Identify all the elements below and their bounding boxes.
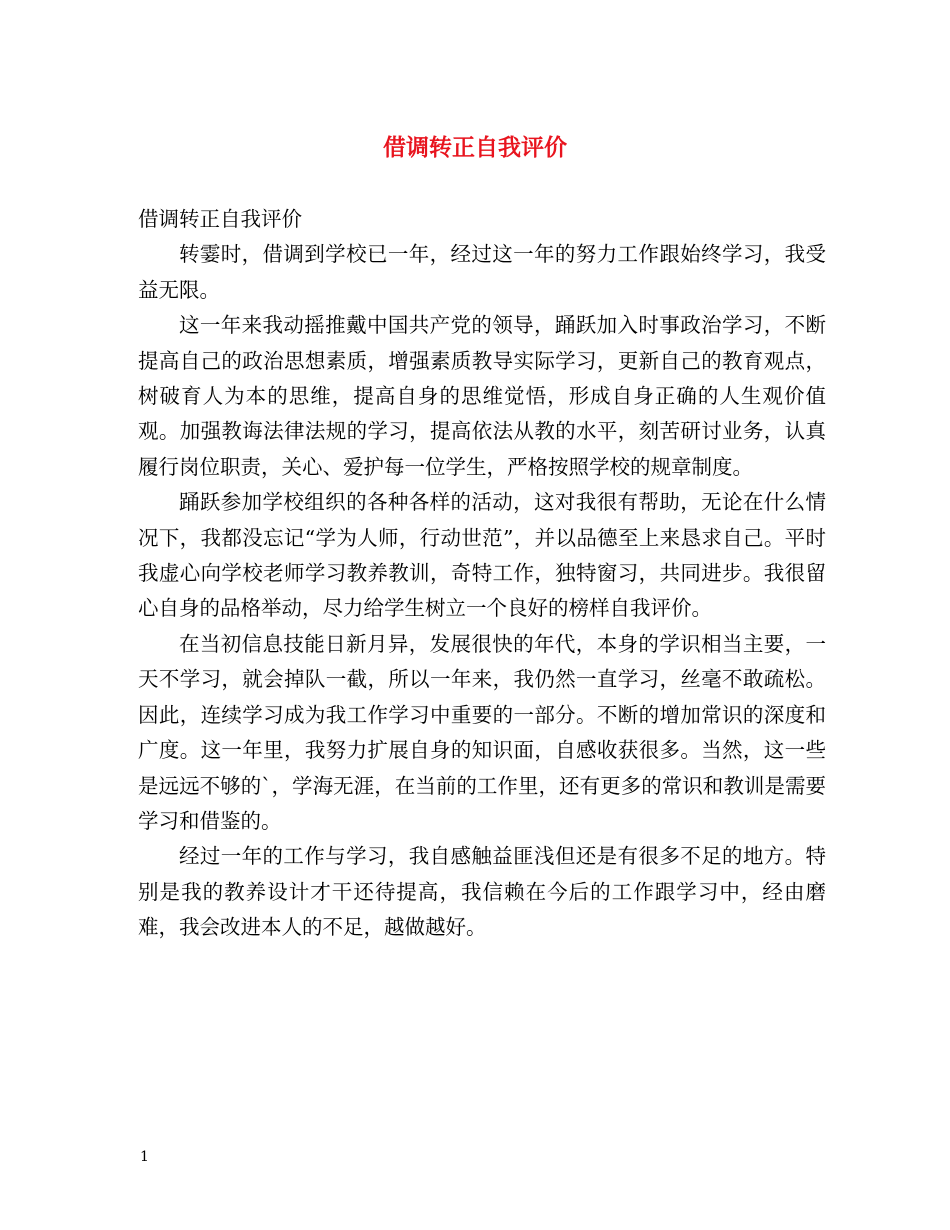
paragraph-4: 在当初信息技能日新月异，发展很快的年代，本身的学识相当主要，一天不学习，就会掉队一截，所以一年来，我仍然一直学习，丝毫不敢疏松。因此，连续学习成为我工作学习中重要的一部分。不断的增加常识的深度和广度。这一年里，我努力扩展自身的知识面，自感收获很多。当然，这一些是远远不够的`，学海无涯，在当前的工作里，还有更多的常识和教训是需要学习和借鉴的。 bbox=[138, 631, 826, 833]
page-number: 1 bbox=[140, 1149, 149, 1165]
paragraph-2: 这一年来我动摇推戴中国共产党的领导，踊跃加入时事政治学习，不断提高自己的政治思想素质，增强素质教导实际学习，更新自己的教育观点，树破育人为本的思维，提高自身的思维觉悟，形成自身正确的人生观价值观。加强教诲法律法规的学习，提高依法从教的水平，刻苦研讨业务，认真履行岗位职责，关心、爱护每一位学生，严格按照学校的规章制度。 bbox=[138, 313, 826, 479]
paragraph-5: 经过一年的工作与学习，我自感触益匪浅但还是有很多不足的地方。特别是我的教养设计才干还待提高，我信赖在今后的工作跟学习中，经由磨难，我会改进本人的不足，越做越好。 bbox=[138, 844, 826, 940]
document-body bbox=[138, 202, 826, 946]
paragraph-1: 转霎时，借调到学校已一年，经过这一年的努力工作跟始终学习，我受益无限。 bbox=[138, 242, 826, 302]
page-title: 借调转正自我评价 bbox=[383, 134, 567, 161]
document-subtitle: 借调转正自我评价 bbox=[138, 207, 302, 231]
paragraph-3: 踊跃参加学校组织的各种各样的活动，这对我很有帮助，无论在什么情况下，我都没忘记“学为人师，行动世范”，并以品德至上来恳求自己。平时我虚心向学校老师学习教养教训，奇特工作，独特窗习，共同进步。我很留心自身的品格举动，尽力给学生树立一个良好的榜样自我评价。 bbox=[138, 490, 826, 621]
